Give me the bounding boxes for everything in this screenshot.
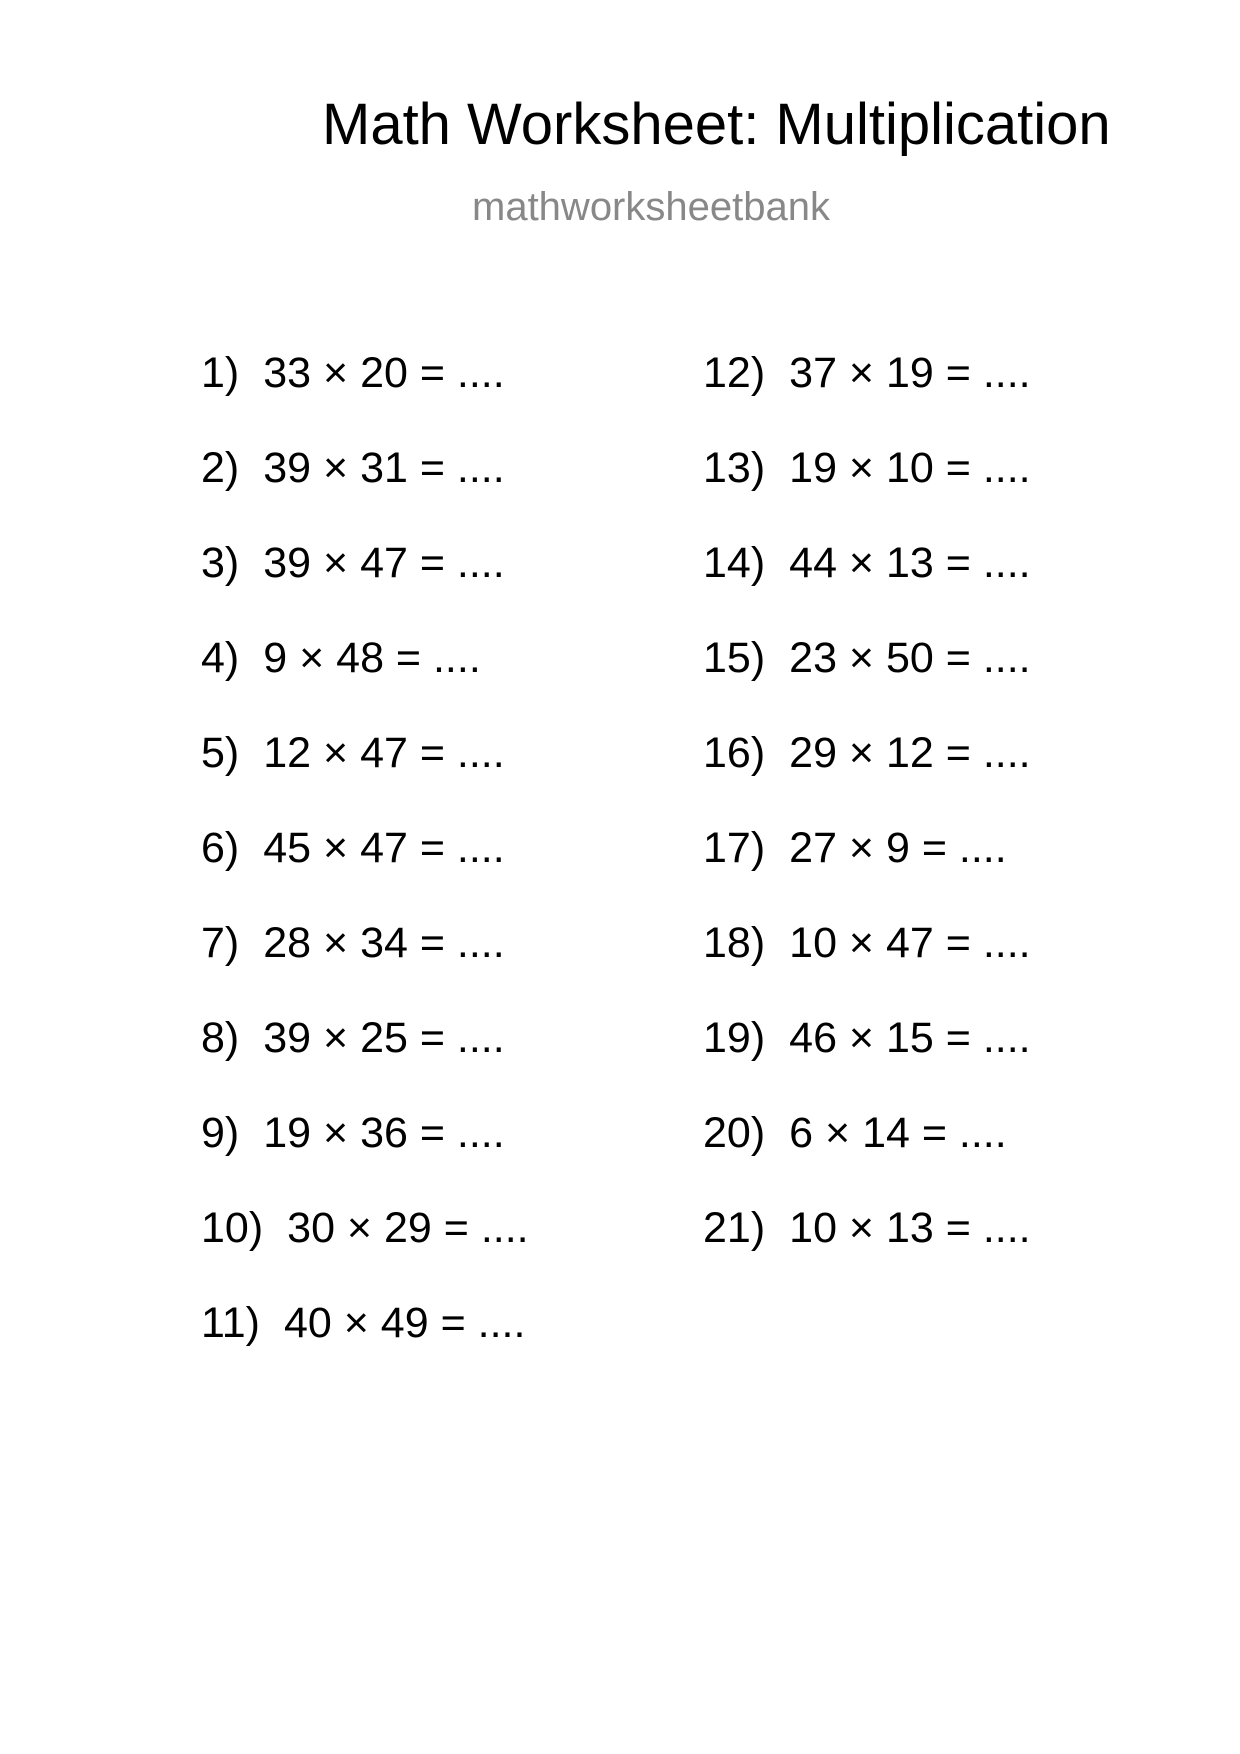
problem-number: 11) — [201, 1299, 260, 1347]
problem-number: 4) — [201, 634, 240, 682]
problem-number: 20) — [703, 1109, 766, 1157]
problem-expression: 9 × 48 = .... — [263, 634, 481, 682]
problem-expression: 40 × 49 = .... — [283, 1299, 526, 1347]
problem-number: 6) — [201, 824, 240, 872]
page-subtitle: mathworksheetbank — [472, 185, 830, 229]
problem-item — [703, 1109, 1183, 1207]
problem-item — [703, 824, 1183, 922]
problem-expression: 12 × 47 = .... — [263, 729, 505, 777]
problem-expression: 19 × 10 = .... — [789, 444, 1031, 492]
problem-expression: 46 × 15 = .... — [789, 1014, 1031, 1062]
problem-expression: 37 × 19 = .... — [789, 349, 1031, 397]
problem-expression: 19 × 36 = .... — [263, 1109, 505, 1157]
problem-item — [201, 539, 681, 637]
problem-expression: 28 × 34 = .... — [263, 919, 505, 967]
problem-expression: 10 × 47 = .... — [789, 919, 1031, 967]
problem-number: 18) — [703, 919, 766, 967]
problem-item — [703, 1204, 1183, 1302]
problem-number: 3) — [201, 539, 240, 587]
problem-expression: 39 × 25 = .... — [263, 1014, 505, 1062]
problem-item — [201, 1204, 681, 1302]
problem-expression: 10 × 13 = .... — [789, 1204, 1031, 1252]
problem-item — [201, 1109, 681, 1207]
problem-number: 10) — [201, 1204, 264, 1252]
problem-number: 8) — [201, 1014, 240, 1062]
problem-number: 13) — [703, 444, 766, 492]
problem-item — [201, 349, 681, 447]
problem-expression: 33 × 20 = .... — [263, 349, 505, 397]
problem-item — [201, 444, 681, 542]
problem-number: 9) — [201, 1109, 240, 1157]
problem-number: 5) — [201, 729, 240, 777]
problems-column-right — [703, 349, 1183, 1302]
problem-item — [703, 1014, 1183, 1112]
problem-expression: 39 × 31 = .... — [263, 444, 505, 492]
problem-number: 1) — [201, 349, 240, 397]
problem-expression: 6 × 14 = .... — [789, 1109, 1007, 1157]
problem-item — [703, 444, 1183, 542]
problem-number: 17) — [703, 824, 766, 872]
problem-item — [201, 1014, 681, 1112]
problem-expression: 27 × 9 = .... — [789, 824, 1007, 872]
problem-number: 19) — [703, 1014, 766, 1062]
problem-item — [201, 919, 681, 1017]
problem-expression: 30 × 29 = .... — [287, 1204, 529, 1252]
problem-item — [703, 729, 1183, 827]
problem-item — [201, 729, 681, 827]
problem-item — [201, 634, 681, 732]
problem-expression: 29 × 12 = .... — [789, 729, 1031, 777]
problem-item — [703, 349, 1183, 447]
problem-number: 7) — [201, 919, 240, 967]
problem-number: 2) — [201, 444, 240, 492]
problem-expression: 44 × 13 = .... — [789, 539, 1031, 587]
problem-number: 21) — [703, 1204, 766, 1252]
problems-column-left — [201, 349, 681, 1397]
problem-item — [201, 1299, 681, 1397]
problem-expression: 23 × 50 = .... — [789, 634, 1031, 682]
problem-number: 14) — [703, 539, 766, 587]
problem-number: 16) — [703, 729, 766, 777]
problem-number: 15) — [703, 634, 766, 682]
page-title: Math Worksheet: Multiplication — [322, 92, 1111, 157]
problem-item — [703, 634, 1183, 732]
problem-item — [703, 919, 1183, 1017]
problem-expression: 45 × 47 = .... — [263, 824, 505, 872]
problem-item — [703, 539, 1183, 637]
problem-expression: 39 × 47 = .... — [263, 539, 505, 587]
problem-item — [201, 824, 681, 922]
problem-number: 12) — [703, 349, 766, 397]
